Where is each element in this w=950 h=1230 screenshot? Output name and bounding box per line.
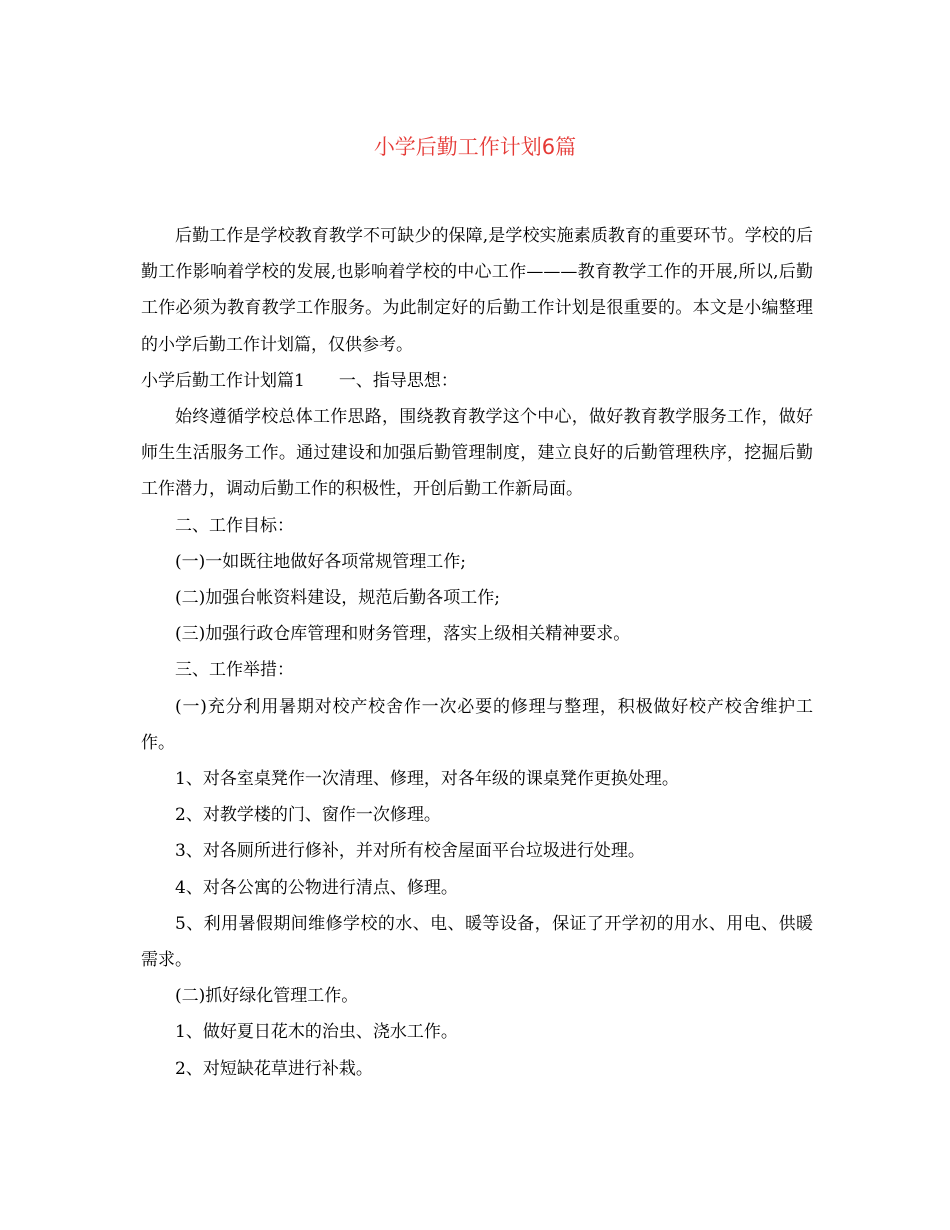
section-heading: 小学后勤工作计划篇1 一、指导思想： [141, 370, 458, 391]
paragraph-item-2: 2、对教学楼的门、窗作一次修理。 [175, 805, 441, 826]
paragraph-item-1: 1、对各室桌凳作一次清理、修理，对各年级的课桌凳作更换处理。 [175, 769, 679, 790]
paragraph-goal-3: (三)加强行政仓库管理和财务管理，落实上级相关精神要求。 [175, 624, 631, 645]
paragraph-item-3: 3、对各厕所进行修补，并对所有校舍屋面平台垃圾进行处理。 [175, 841, 645, 862]
paragraph-goals-heading: 二、工作目标： [175, 515, 294, 536]
paragraph-measure-1: (一)充分利用暑期对校产校舍作一次必要的修理与整理，积极做好校产校舍维护工作。 [141, 696, 813, 753]
paragraph-goal-1: (一)一如既往地做好各项常规管理工作; [175, 551, 466, 572]
paragraph-measure-2: (二)抓好绿化管理工作。 [175, 986, 359, 1007]
paragraph-item-4: 4、对各公寓的公物进行清点、修理。 [175, 877, 458, 898]
paragraph-green-item-2: 2、对短缺花草进行补栽。 [175, 1058, 373, 1079]
paragraph-green-item-1: 1、做好夏日花木的治虫、浇水工作。 [175, 1022, 458, 1043]
paragraph-item-5: 5、利用暑假期间维修学校的水、电、暖等设备，保证了开学初的用水、用电、供暖需求。 [141, 913, 813, 971]
document-body [141, 218, 813, 1087]
document-title: 小学后勤工作计划6篇 [373, 135, 577, 159]
paragraph-measures-heading: 三、工作举措： [175, 660, 294, 681]
intro-paragraph: 后勤工作是学校教育教学不可缺少的保障,是学校实施素质教育的重要环节。学校的后勤工作影响着学校的发展,也影响着学校的中心工作———教育教学工作的开展,所以,后勤工作必须为教育教学工作服务。为此制定好的后勤工作计划是很重要的。本文是小编整理的小学后勤工作计划篇，仅供参考。 [141, 226, 813, 355]
paragraph-goal-2: (二)加强台帐资料建设，规范后勤各项工作; [175, 588, 500, 609]
paragraph-guiding-thought: 始终遵循学校总体工作思路，围绕教育教学这个中心，做好教育教学服务工作，做好师生生活服务工作。通过建设和加强后勤管理制度，建立良好的后勤管理秩序，挖掘后勤工作潜力，调动后勤工作的积极性，开创后勤工作新局面。 [141, 407, 813, 500]
